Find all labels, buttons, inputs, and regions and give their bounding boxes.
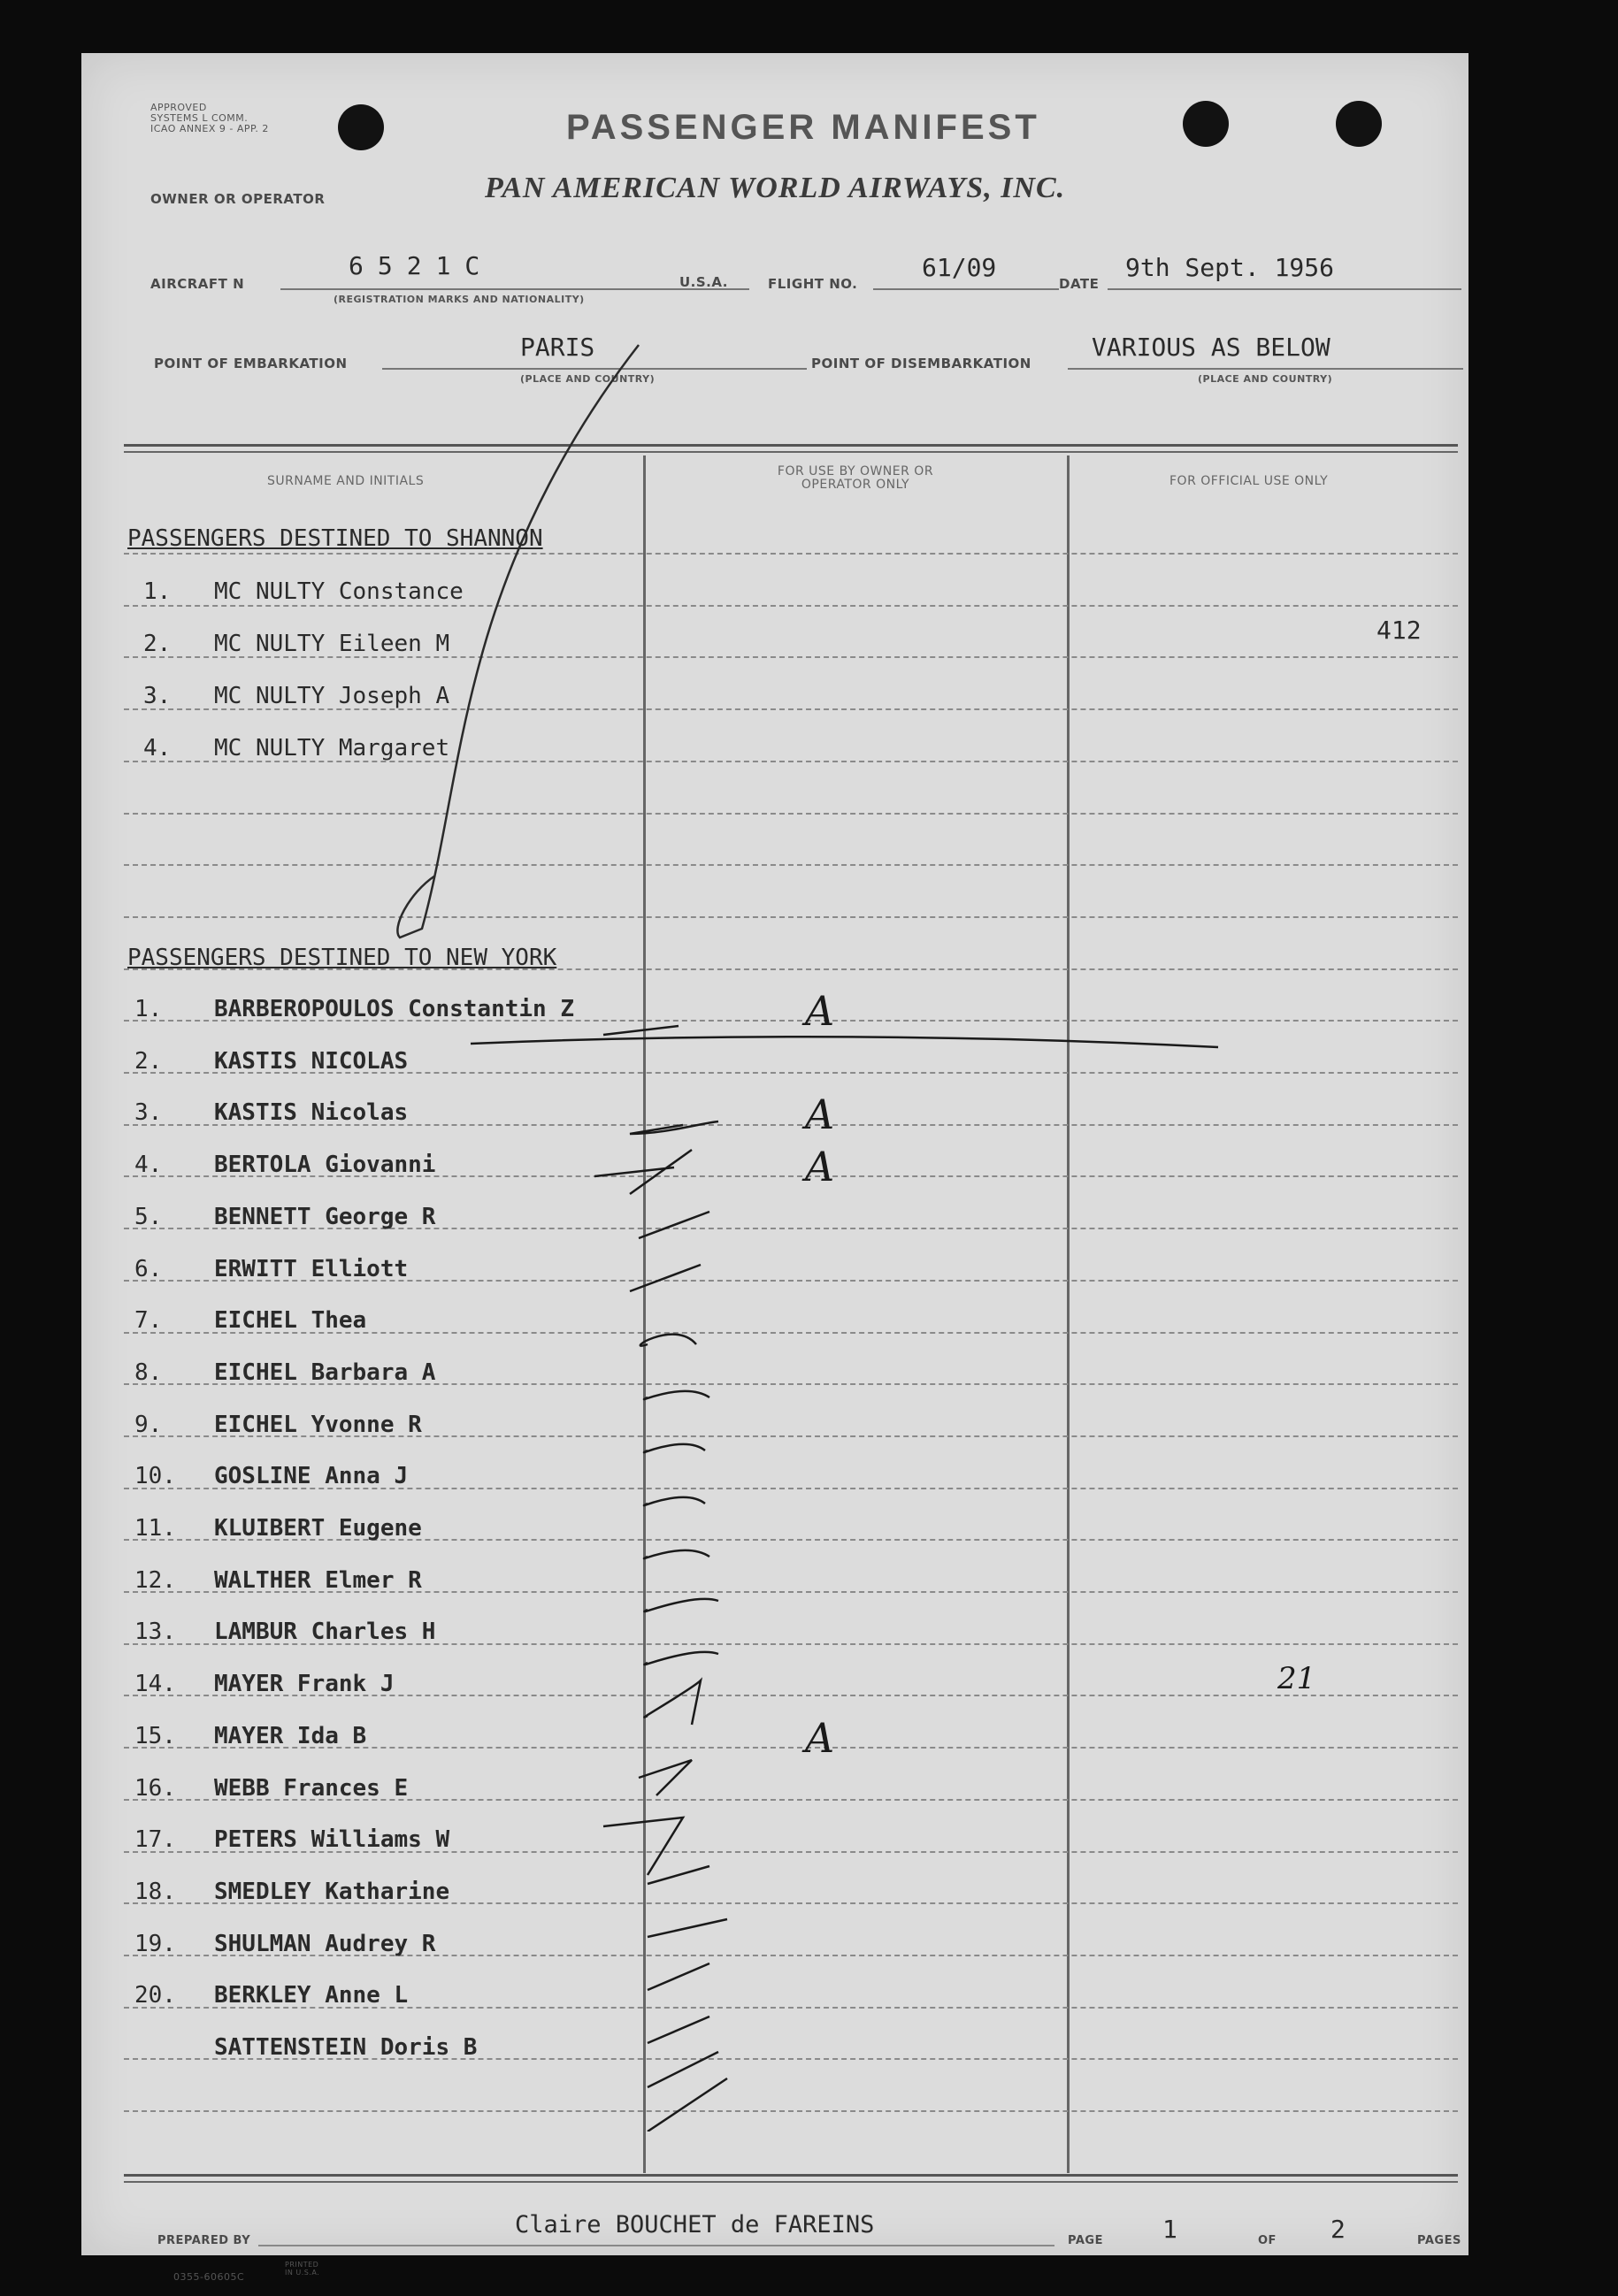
passenger-name: SHULMAN Audrey R	[214, 1931, 436, 1957]
passenger-name: MC NULTY Eileen M	[214, 631, 450, 657]
passenger-name: KASTIS NICOLAS	[214, 1048, 409, 1075]
operator-mark: A	[805, 1714, 835, 1762]
passenger-name: ERWITT Elliott	[214, 1256, 409, 1282]
disembark-place-note: (PLACE AND COUNTRY)	[1198, 373, 1333, 385]
operator-mark: A	[805, 1091, 835, 1138]
operator-mark: A	[805, 1143, 835, 1190]
embark-place-note: (PLACE AND COUNTRY)	[520, 373, 656, 385]
embark-value: PARIS	[520, 333, 595, 362]
passenger-name: GOSLINE Anna J	[214, 1463, 409, 1489]
shannon-official-note: 412	[1376, 616, 1422, 645]
col-owner-header: FOR USE BY OWNER OR OPERATOR ONLY	[777, 464, 934, 492]
passenger-number: 7.	[134, 1307, 163, 1334]
col-official-header: FOR OFFICIAL USE ONLY	[1169, 474, 1329, 488]
passenger-number: 16.	[134, 1775, 176, 1802]
passenger-name: PETERS Williams W	[214, 1826, 450, 1853]
passenger-number: 4.	[143, 735, 172, 762]
manifest-sheet	[81, 53, 1468, 2283]
approval-line-2: SYSTEMS L COMM.	[150, 112, 249, 124]
pages-label: PAGES	[1417, 2234, 1461, 2247]
passenger-number: 1.	[134, 996, 163, 1022]
passenger-number: 3.	[143, 683, 172, 709]
prepared-by-value: Claire BOUCHET de FAREINS	[515, 2211, 875, 2239]
passenger-number: 10.	[134, 1463, 176, 1489]
printer-note: PRINTED IN U.S.A.	[285, 2261, 320, 2277]
passenger-number: 4.	[134, 1152, 163, 1178]
punch-hole-right-1	[1183, 101, 1229, 147]
passenger-number: 20.	[134, 1982, 176, 2009]
approval-line-1: APPROVED	[150, 102, 207, 113]
passenger-name: KLUIBERT Eugene	[214, 1515, 422, 1542]
col-surname-header: SURNAME AND INITIALS	[267, 474, 425, 488]
passenger-name: BERTOLA Giovanni	[214, 1152, 436, 1178]
strikethrough-entry-2	[462, 1024, 1223, 1060]
flight-date: 9th Sept. 1956	[1125, 253, 1335, 282]
passenger-name: MC NULTY Margaret	[214, 735, 450, 762]
disembark-label: POINT OF DISEMBARKATION	[811, 356, 1031, 371]
passenger-number: 5.	[134, 1204, 163, 1230]
passenger-name: SMEDLEY Katharine	[214, 1879, 450, 1905]
passenger-name: WEBB Frances E	[214, 1775, 409, 1802]
passenger-number: 14.	[134, 1671, 176, 1697]
embark-label: POINT OF EMBARKATION	[154, 356, 348, 371]
passenger-name: SATTENSTEIN Doris B	[214, 2034, 478, 2061]
page-label: PAGE	[1068, 2234, 1103, 2247]
passenger-name: KASTIS Nicolas	[214, 1099, 409, 1126]
passenger-number: 15.	[134, 1723, 176, 1749]
passenger-name: WALTHER Elmer R	[214, 1567, 422, 1594]
handwritten-check-marks	[594, 982, 789, 2131]
nationality: U.S.A.	[679, 274, 728, 290]
document-title: PASSENGER MANIFEST	[566, 108, 1040, 147]
of-label: OF	[1258, 2234, 1277, 2247]
date-label: DATE	[1059, 276, 1100, 292]
punch-hole-left	[338, 104, 384, 150]
passenger-number: 11.	[134, 1515, 176, 1542]
approval-line-3: ICAO ANNEX 9 - APP. 2	[150, 123, 269, 134]
passenger-number: 8.	[134, 1359, 163, 1386]
shannon-heading: PASSENGERS DESTINED TO SHANNON	[127, 525, 543, 552]
page-number: 1	[1162, 2215, 1177, 2244]
passenger-name: BERKLEY Anne L	[214, 1982, 409, 2009]
passenger-number: 2.	[143, 631, 172, 657]
punch-hole-right-2	[1336, 101, 1382, 147]
passenger-name: EICHEL Thea	[214, 1307, 367, 1334]
passenger-name: EICHEL Yvonne R	[214, 1412, 422, 1438]
passenger-number: 18.	[134, 1879, 176, 1905]
passenger-number: 12.	[134, 1567, 176, 1594]
disembark-value: VARIOUS AS BELOW	[1092, 333, 1330, 362]
passenger-name: BENNETT George R	[214, 1204, 436, 1230]
passenger-number: 19.	[134, 1931, 176, 1957]
passenger-name: LAMBUR Charles H	[214, 1619, 436, 1645]
page-total: 2	[1330, 2215, 1346, 2244]
passenger-number: 6.	[134, 1256, 163, 1282]
passenger-name: MAYER Frank J	[214, 1671, 395, 1697]
passenger-name: BARBEROPOULOS Constantin Z	[214, 996, 574, 1022]
approval-stamp	[150, 103, 269, 134]
handwritten-bracket-mark	[311, 318, 648, 955]
aircraft-label: AIRCRAFT N	[150, 276, 245, 292]
aircraft-number: 6521C	[349, 251, 495, 280]
passenger-name: MAYER Ida B	[214, 1723, 367, 1749]
official-note-row-14: 21	[1277, 1661, 1316, 1696]
operator-mark: A	[805, 987, 835, 1035]
passenger-name: MC NULTY Constance	[214, 578, 464, 605]
flight-label: FLIGHT NO.	[768, 276, 858, 292]
passenger-name: EICHEL Barbara A	[214, 1359, 436, 1386]
passenger-number: 1.	[143, 578, 172, 605]
passenger-number: 17.	[134, 1826, 176, 1853]
passenger-number: 13.	[134, 1619, 176, 1645]
flight-number: 61/09	[922, 253, 997, 282]
registration-note: (REGISTRATION MARKS AND NATIONALITY)	[334, 294, 585, 305]
passenger-number: 3.	[134, 1099, 163, 1126]
form-number: 0355-60605C	[173, 2271, 245, 2283]
owner-label: OWNER OR OPERATOR	[150, 191, 326, 207]
passenger-number: 9.	[134, 1412, 163, 1438]
passenger-number: 2.	[134, 1048, 163, 1075]
prepared-label: PREPARED BY	[157, 2234, 251, 2247]
operator-name: PAN AMERICAN WORLD AIRWAYS, INC.	[485, 172, 1066, 204]
newyork-heading: PASSENGERS DESTINED TO NEW YORK	[127, 945, 557, 971]
passenger-name: MC NULTY Joseph A	[214, 683, 450, 709]
